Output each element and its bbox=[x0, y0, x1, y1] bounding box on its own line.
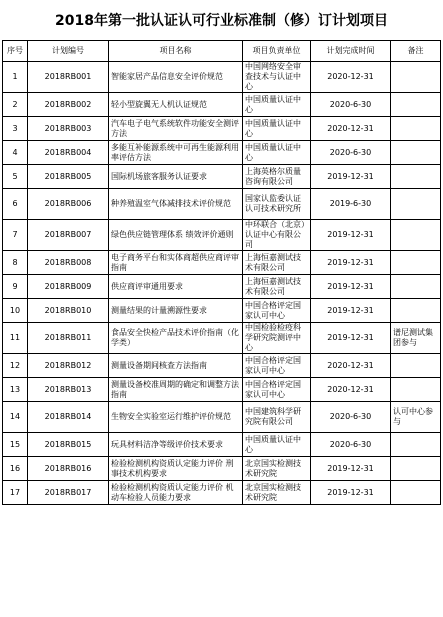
cell-time: 2020-6-30 bbox=[311, 93, 391, 117]
cell-time: 2019-12-31 bbox=[311, 165, 391, 189]
cell-note bbox=[391, 62, 441, 93]
cell-name: 轻小型旋翼无人机认证规范 bbox=[109, 93, 243, 117]
cell-time: 2019-12-31 bbox=[311, 323, 391, 354]
plan-table bbox=[2, 40, 441, 505]
cell-time: 2020-6-30 bbox=[311, 433, 391, 457]
cell-time: 2020-12-31 bbox=[311, 354, 391, 378]
cell-name: 测量设备校准周期的确定和调整方法指南 bbox=[109, 378, 243, 402]
cell-name: 测量结果的计量溯源性要求 bbox=[109, 299, 243, 323]
cell-unit: 中国建筑科学研究院有限公司 bbox=[243, 402, 311, 433]
cell-no: 17 bbox=[3, 481, 28, 505]
cell-unit: 北京国实检测技术研究院 bbox=[243, 457, 311, 481]
cell-no: 14 bbox=[3, 402, 28, 433]
cell-unit: 中国检验检疫科学研究院测评中心 bbox=[243, 323, 311, 354]
cell-time: 2019-12-31 bbox=[311, 220, 391, 251]
cell-unit: 北京国实检测技术研究院 bbox=[243, 481, 311, 505]
document-title: 2018年第一批认证认可行业标准制（修）订计划项目 bbox=[55, 13, 388, 29]
table-body bbox=[3, 62, 441, 505]
cell-code: 2018RB002 bbox=[28, 93, 109, 117]
cell-code: 2018RB017 bbox=[28, 481, 109, 505]
cell-note bbox=[391, 481, 441, 505]
cell-note bbox=[391, 299, 441, 323]
table-row bbox=[3, 62, 441, 93]
cell-no: 2 bbox=[3, 93, 28, 117]
cell-code: 2018RB007 bbox=[28, 220, 109, 251]
cell-name: 绿色供应链管理体系 绩效评价通则 bbox=[109, 220, 243, 251]
cell-note: 认可中心参与 bbox=[391, 402, 441, 433]
cell-note: 谱尼测试集团参与 bbox=[391, 323, 441, 354]
cell-code: 2018RB013 bbox=[28, 378, 109, 402]
header-name: 项目名称 bbox=[109, 41, 243, 62]
table-row bbox=[3, 457, 441, 481]
cell-no: 12 bbox=[3, 354, 28, 378]
cell-unit: 中国质量认证中心 bbox=[243, 117, 311, 141]
cell-code: 2018RB015 bbox=[28, 433, 109, 457]
cell-time: 2019-12-31 bbox=[311, 481, 391, 505]
cell-note bbox=[391, 220, 441, 251]
cell-name: 种养殖温室气体减排技术评价规范 bbox=[109, 189, 243, 220]
cell-note bbox=[391, 189, 441, 220]
cell-no: 6 bbox=[3, 189, 28, 220]
table-row bbox=[3, 165, 441, 189]
cell-code: 2018RB006 bbox=[28, 189, 109, 220]
table-row bbox=[3, 378, 441, 402]
cell-note bbox=[391, 354, 441, 378]
cell-unit: 中国质量认证中心 bbox=[243, 433, 311, 457]
cell-no: 9 bbox=[3, 275, 28, 299]
cell-no: 10 bbox=[3, 299, 28, 323]
cell-name: 测量设备期间核查方法指南 bbox=[109, 354, 243, 378]
header-unit: 项目负责单位 bbox=[243, 41, 311, 62]
cell-no: 16 bbox=[3, 457, 28, 481]
header-code: 计划编号 bbox=[28, 41, 109, 62]
cell-code: 2018RB003 bbox=[28, 117, 109, 141]
cell-time: 2019-12-31 bbox=[311, 275, 391, 299]
table-row bbox=[3, 93, 441, 117]
cell-time: 2020-6-30 bbox=[311, 402, 391, 433]
cell-name: 供应商评审通用要求 bbox=[109, 275, 243, 299]
cell-name: 国际机场旅客服务认证要求 bbox=[109, 165, 243, 189]
cell-code: 2018RB010 bbox=[28, 299, 109, 323]
table-row bbox=[3, 275, 441, 299]
header-note: 备注 bbox=[391, 41, 441, 62]
cell-code: 2018RB009 bbox=[28, 275, 109, 299]
cell-note bbox=[391, 378, 441, 402]
cell-note bbox=[391, 251, 441, 275]
cell-note bbox=[391, 141, 441, 165]
cell-note bbox=[391, 93, 441, 117]
cell-name: 汽车电子电气系统软件功能安全测评方法 bbox=[109, 117, 243, 141]
cell-unit: 中国合格评定国家认可中心 bbox=[243, 378, 311, 402]
cell-no: 4 bbox=[3, 141, 28, 165]
cell-name: 多能互补能源系统中可再生能源利用率评估方法 bbox=[109, 141, 243, 165]
cell-no: 5 bbox=[3, 165, 28, 189]
table-row bbox=[3, 141, 441, 165]
cell-code: 2018RB005 bbox=[28, 165, 109, 189]
table-row bbox=[3, 481, 441, 505]
cell-code: 2018RB001 bbox=[28, 62, 109, 93]
cell-time: 2019-12-31 bbox=[311, 299, 391, 323]
cell-unit: 中国合格评定国家认可中心 bbox=[243, 299, 311, 323]
cell-name: 智能家居产品信息安全评价规范 bbox=[109, 62, 243, 93]
cell-no: 7 bbox=[3, 220, 28, 251]
cell-unit: 中环联合（北京）认证中心有限公司 bbox=[243, 220, 311, 251]
cell-unit: 中国质量认证中心 bbox=[243, 93, 311, 117]
cell-code: 2018RB004 bbox=[28, 141, 109, 165]
cell-note bbox=[391, 165, 441, 189]
cell-code: 2018RB008 bbox=[28, 251, 109, 275]
cell-code: 2018RB012 bbox=[28, 354, 109, 378]
table-row bbox=[3, 323, 441, 354]
header-time: 计划完成时间 bbox=[311, 41, 391, 62]
table-row bbox=[3, 251, 441, 275]
header-no: 序号 bbox=[3, 41, 28, 62]
table-row bbox=[3, 189, 441, 220]
cell-no: 1 bbox=[3, 62, 28, 93]
table-row bbox=[3, 299, 441, 323]
cell-time: 2019-6-30 bbox=[311, 189, 391, 220]
cell-unit: 上海恒嘉测试技术有限公司 bbox=[243, 251, 311, 275]
cell-no: 13 bbox=[3, 378, 28, 402]
cell-code: 2018RB014 bbox=[28, 402, 109, 433]
cell-name: 食品安全快检产品技术评价指南（化学类） bbox=[109, 323, 243, 354]
table-row bbox=[3, 402, 441, 433]
cell-no: 3 bbox=[3, 117, 28, 141]
cell-time: 2020-12-31 bbox=[311, 62, 391, 93]
table-header-row bbox=[3, 41, 441, 62]
table-row bbox=[3, 117, 441, 141]
cell-no: 11 bbox=[3, 323, 28, 354]
cell-time: 2019-12-31 bbox=[311, 251, 391, 275]
cell-name: 检验检测机构资质认定能力评价 刑事技术机构要求 bbox=[109, 457, 243, 481]
cell-time: 2020-12-31 bbox=[311, 378, 391, 402]
cell-time: 2020-6-30 bbox=[311, 141, 391, 165]
cell-name: 电子商务平台和实体商超供应商评审指南 bbox=[109, 251, 243, 275]
cell-code: 2018RB011 bbox=[28, 323, 109, 354]
cell-unit: 国家认监委认证认可技术研究所 bbox=[243, 189, 311, 220]
cell-unit: 上海恒嘉测试技术有限公司 bbox=[243, 275, 311, 299]
table-row bbox=[3, 433, 441, 457]
cell-unit: 中国网络安全审查技术与认证中心 bbox=[243, 62, 311, 93]
cell-time: 2020-12-31 bbox=[311, 117, 391, 141]
cell-note bbox=[391, 117, 441, 141]
cell-code: 2018RB016 bbox=[28, 457, 109, 481]
cell-name: 玩具材料洁净等级评价技术要求 bbox=[109, 433, 243, 457]
table-row bbox=[3, 354, 441, 378]
cell-name: 生物安全实验室运行维护评价规范 bbox=[109, 402, 243, 433]
cell-unit: 中国合格评定国家认可中心 bbox=[243, 354, 311, 378]
cell-unit: 中国质量认证中心 bbox=[243, 141, 311, 165]
cell-no: 15 bbox=[3, 433, 28, 457]
cell-no: 8 bbox=[3, 251, 28, 275]
cell-note bbox=[391, 457, 441, 481]
cell-unit: 上海英格尔质量咨询有限公司 bbox=[243, 165, 311, 189]
table-row bbox=[3, 220, 441, 251]
cell-time: 2019-12-31 bbox=[311, 457, 391, 481]
cell-note bbox=[391, 275, 441, 299]
cell-note bbox=[391, 433, 441, 457]
cell-name: 检验检测机构资质认定能力评价 机动车检验人员能力要求 bbox=[109, 481, 243, 505]
